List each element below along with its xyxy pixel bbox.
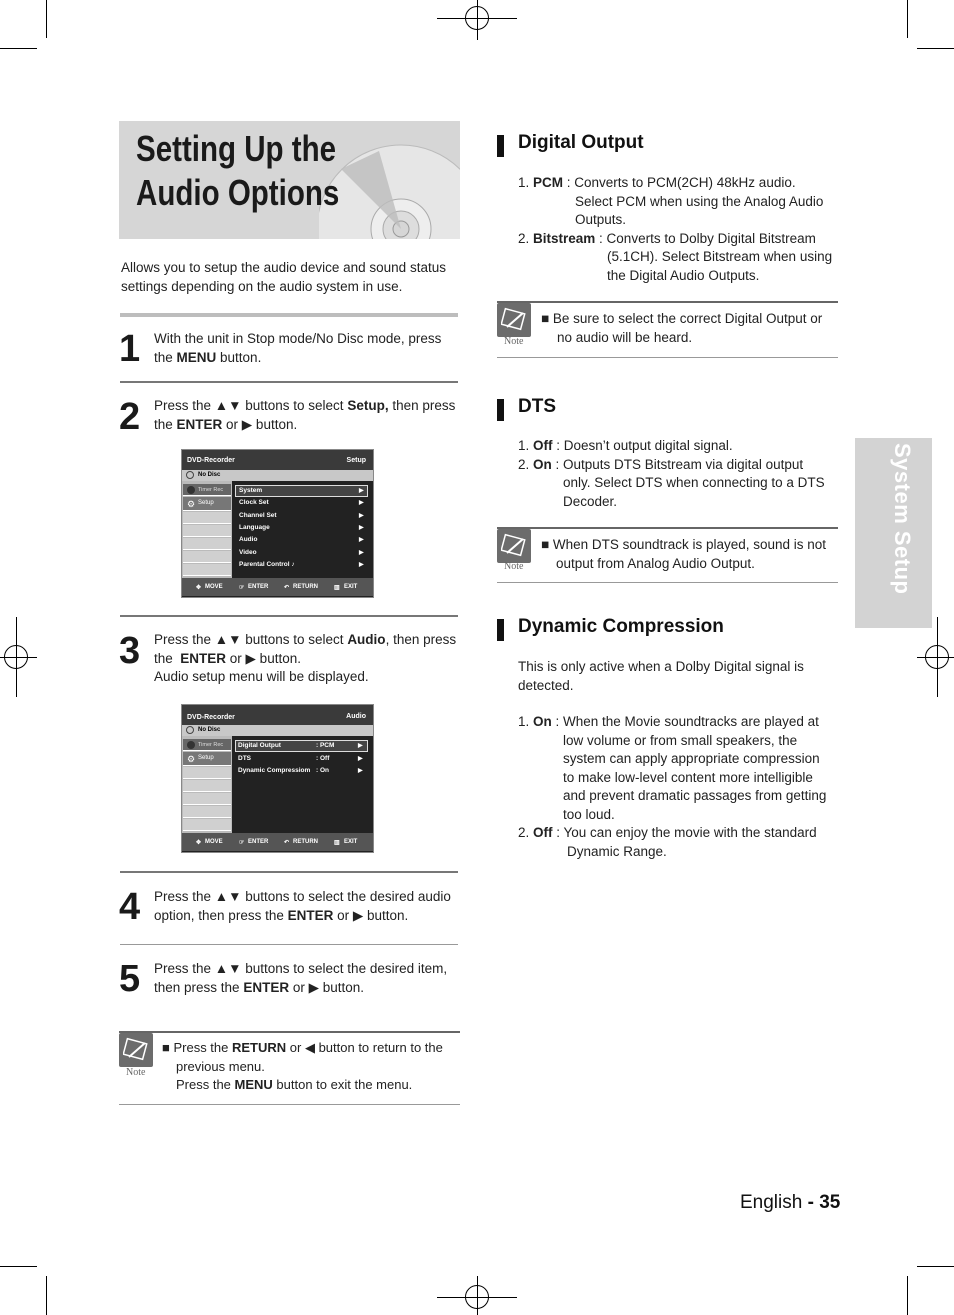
menu-title: DVD-Recorder — [187, 714, 235, 721]
footer-enter: ENTER — [248, 839, 269, 845]
no-disc-label: No Disc — [198, 727, 221, 733]
divider — [120, 871, 458, 873]
arrow-right-icon: ▶ — [359, 562, 364, 568]
disc-icon — [186, 726, 194, 734]
move-icon: ✥ — [196, 840, 202, 846]
intro-text: Allows you to setup the audio device and sound status settings depending on the audio system in use. — [121, 260, 446, 294]
menu-item: Channel Set — [239, 512, 277, 519]
menu-item-label: Dynamic Compressiom — [238, 767, 311, 774]
menu-section: Setup — [346, 457, 366, 464]
note-text: ■ Press the RETURN or ◀ button to return to the previous menu. Press the MENU button to exit the menu. — [162, 1040, 443, 1092]
crop-mark — [0, 48, 37, 49]
footer-enter: ENTER — [248, 584, 269, 590]
heading-bar — [497, 399, 504, 421]
footer-separator: - — [802, 1192, 820, 1213]
step-5-number: 5 — [119, 958, 141, 1000]
digital-output-list: 1. PCM : Converts to PCM(2CH) 48kHz audio. Select PCM when using the Analog Audio Outputs. 2. Bitstream : Converts to Dolby Digital Bitstream (5.1CH). Select Bitstream when using the Digital Audio Outputs. — [518, 175, 833, 283]
page-number: 35 — [819, 1192, 841, 1213]
section-tab-label: System Setup — [890, 443, 915, 595]
dts-note: ■ When DTS soundtrack is played, sound is not output from Analog Audio Output. — [541, 537, 827, 571]
arrow-right-icon: ▶ — [358, 756, 363, 762]
step-4-number: 4 — [119, 886, 141, 928]
crop-mark — [917, 48, 954, 49]
menu-item: System — [239, 487, 263, 494]
note-label: Note — [504, 561, 524, 572]
exit-icon: ▥ — [334, 585, 340, 591]
footer-move: MOVE — [205, 584, 223, 590]
step-5-text: Press the ▲▼ buttons to select the desired item, then press the ENTER or ▶ button. — [154, 961, 448, 995]
side-item-timer-rec: Timer Rec — [198, 487, 224, 493]
digital-output-note: ■ Be sure to select the correct Digital Output or no audio will be heard. — [541, 311, 823, 345]
footer-move: MOVE — [205, 839, 223, 845]
page-footer — [740, 1192, 840, 1214]
step-3-number: 3 — [119, 630, 141, 672]
footer-exit: EXIT — [344, 839, 358, 845]
arrow-right-icon: ▶ — [359, 488, 364, 494]
crop-mark — [46, 0, 47, 38]
divider — [120, 313, 458, 317]
menu-item-label: Digital Output — [238, 742, 281, 749]
divider — [119, 1104, 460, 1105]
arrow-right-icon: ▶ — [359, 513, 364, 519]
step-2-number: 2 — [119, 396, 141, 438]
note-pencil-icon — [119, 1033, 153, 1067]
gear-icon: ⚙ — [187, 754, 196, 764]
title-banner — [119, 121, 460, 239]
note-pencil-icon — [497, 303, 531, 337]
setup-menu-screenshot — [181, 449, 374, 598]
menu-item: Audio — [239, 536, 258, 543]
gear-icon: ⚙ — [187, 499, 196, 509]
dts-list: 1. Off : Doesn’t output digital signal. 2. On : Outputs DTS Bitstream via digital output only. Select DTS when connecting to a DTS Decoder. — [518, 438, 825, 509]
step-1-text: With the unit in Stop mode/No Disc mode, press the MENU button. — [154, 331, 442, 365]
section-tab — [855, 438, 932, 628]
move-icon: ✥ — [196, 585, 202, 591]
return-icon: ↶ — [284, 585, 290, 591]
dynamic-compression-text: This is only active when a Dolby Digital signal is detected. 1. On : When the Movie soundtracks are played at low volume or from small speakers, the system can apply appropriate compression to make low-level content more intelligible and prevent dramatic passages from getting too loud. 2. Off : You can enjoy the movie with the standard Dynamic Range. — [518, 659, 827, 859]
menu-item: Parental Control ♪ — [239, 561, 295, 568]
heading-bar — [497, 619, 504, 641]
crop-mark — [0, 1266, 37, 1267]
menu-item-value: : On — [316, 767, 329, 774]
crop-mark — [917, 1266, 954, 1267]
menu-item: Clock Set — [239, 499, 269, 506]
footer-exit: EXIT — [344, 584, 358, 590]
footer-return: RETURN — [293, 839, 318, 845]
side-item-timer-rec: Timer Rec — [198, 742, 224, 748]
arrow-right-icon: ▶ — [359, 500, 364, 506]
step-2-text: Press the ▲▼ buttons to select Setup, then press the ENTER or ▶ button. — [154, 398, 456, 432]
menu-item-label: DTS — [238, 755, 251, 762]
enter-icon: ☞ — [239, 840, 245, 846]
note-label: Note — [126, 1067, 146, 1078]
page-title: Setting Up the Audio Options — [136, 128, 340, 213]
timer-icon — [187, 741, 195, 749]
crop-mark — [907, 1276, 908, 1315]
return-icon: ↶ — [284, 840, 290, 846]
menu-item-value: : Off — [316, 755, 330, 762]
exit-icon: ▥ — [334, 840, 340, 846]
divider — [497, 357, 838, 358]
no-disc-label: No Disc — [198, 472, 221, 478]
arrow-right-icon: ▶ — [359, 525, 364, 531]
dts-heading: DTS — [518, 396, 556, 417]
crop-mark — [907, 0, 908, 38]
note-label: Note — [504, 336, 524, 347]
divider — [120, 944, 458, 945]
crop-mark — [46, 1276, 47, 1315]
disc-icon — [186, 471, 194, 479]
footer-return: RETURN — [293, 584, 318, 590]
divider — [119, 1031, 460, 1033]
arrow-right-icon: ▶ — [358, 743, 363, 749]
enter-icon: ☞ — [239, 585, 245, 591]
divider — [497, 301, 838, 303]
arrow-right-icon: ▶ — [358, 768, 363, 774]
menu-section: Audio — [346, 713, 366, 720]
side-item-setup: Setup — [198, 500, 214, 506]
menu-title: DVD-Recorder — [187, 457, 235, 464]
note-pencil-icon — [497, 529, 531, 563]
divider — [120, 381, 458, 383]
menu-item-value: : PCM — [316, 742, 335, 749]
step-4-text: Press the ▲▼ buttons to select the desired audio option, then press the ENTER or ▶ button. — [154, 889, 451, 923]
divider — [120, 615, 458, 617]
timer-icon — [187, 486, 195, 494]
divider — [497, 527, 838, 529]
arrow-right-icon: ▶ — [359, 537, 364, 543]
divider — [497, 582, 838, 583]
footer-language: English — [740, 1192, 803, 1213]
step-1-number: 1 — [119, 328, 141, 370]
heading-bar — [497, 135, 504, 157]
audio-menu-screenshot — [181, 704, 374, 853]
dynamic-compression-heading: Dynamic Compression — [518, 616, 724, 637]
digital-output-heading: Digital Output — [518, 132, 644, 153]
side-item-setup: Setup — [198, 755, 214, 761]
arrow-right-icon: ▶ — [359, 550, 364, 556]
menu-item: Language — [239, 524, 270, 531]
step-3-text: Press the ▲▼ buttons to select Audio, then press the ENTER or ▶ button. Audio setup menu will be displayed. — [154, 632, 457, 684]
menu-item: Video — [239, 549, 257, 556]
